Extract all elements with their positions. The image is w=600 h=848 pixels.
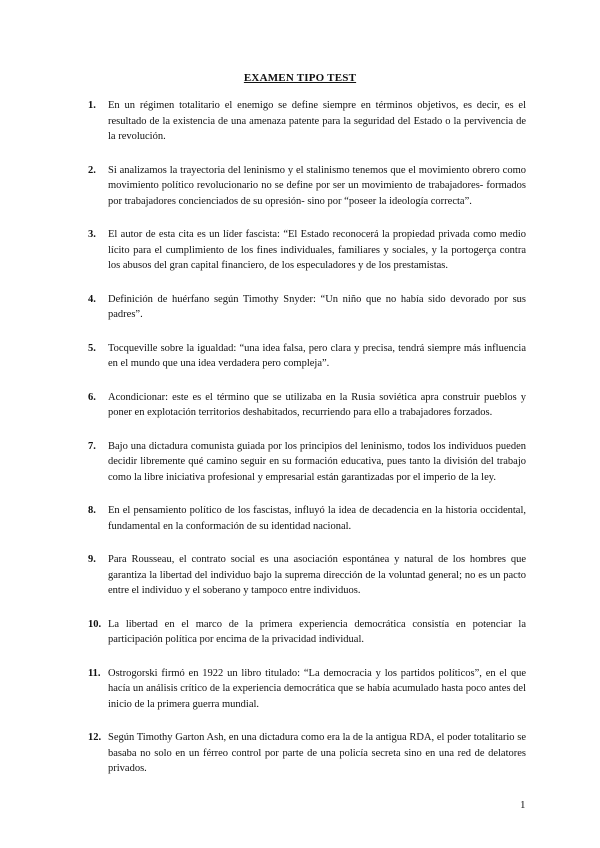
- question-number: 8.: [88, 505, 96, 516]
- question-number: 3.: [88, 229, 96, 240]
- question-number: 7.: [88, 440, 96, 452]
- question-item: [88, 292, 526, 323]
- question-item: [88, 341, 526, 372]
- question-item: [88, 98, 526, 145]
- question-number: 9.: [88, 554, 96, 565]
- question-number: 2.: [88, 164, 96, 176]
- page-title: EXAMEN TIPO TEST: [243, 72, 357, 84]
- question-item: [88, 163, 526, 210]
- question-text: Para Rousseau, el contrato social es una asociación espontánea y natural de los hombres que garantiza la libertad del individuo bajo la suprema dirección de la voluntad general; no es un pacto entre el individuo y el soberano y tampoco entre individuos.: [108, 554, 526, 596]
- question-item: [88, 503, 526, 534]
- question-number: 6.: [88, 391, 96, 403]
- question-text: Según Timothy Garton Ash, en una dictadura como era la de la antigua RDA, el poder totalitario se basaba no solo en un férreo control por parte de una policía secreta sino en una red de delatores privados.: [108, 732, 526, 774]
- question-item: [88, 730, 526, 777]
- question-text: Si analizamos la trayectoria del leninismo y el stalinismo tenemos que el movimiento obrero como movimiento político revolucionario no se define por ser un movimiento de trabajadores- formados por trabajadores concienciados de su opresión- sino por “poseer la ideología correcta”.: [108, 164, 526, 207]
- question-list: [88, 98, 526, 795]
- question-text: En un régimen totalitario el enemigo se define siempre en términos objetivos, es decir, es el resultado de la existencia de una amenaza patente para la seguridad del Estado o la pervivencia de la revolución.: [108, 100, 526, 142]
- question-number: 1.: [88, 100, 96, 111]
- question-text: Definición de huérfano según Timothy Snyder: “Un niño que no había sido devorado por sus padres”.: [108, 293, 526, 320]
- question-number: 4.: [88, 293, 96, 305]
- question-text: Acondicionar: este es el término que se utilizaba en la Rusia soviética apra construir pueblos y poner en explotación territorios deshabitados, recurriendo para ello a trabajadores forzados.: [108, 391, 526, 418]
- page-number: 1: [520, 799, 526, 811]
- question-item: [88, 666, 526, 713]
- question-text: La libertad en el marco de la primera experiencia democrática consistía en potenciar la participación política por encima de la privacidad individual.: [108, 618, 526, 645]
- question-item: [88, 552, 526, 599]
- question-text: Bajo una dictadura comunista guiada por los principios del leninismo, todos los individuos pueden decidir libremente qué camino seguir en su formación educativa, pues tanto la división del trabajo como la libre iniciativa profesional y empresarial están garantizadas por el imperio de la ley.: [108, 440, 526, 483]
- question-text: El autor de esta cita es un líder fascista: “El Estado reconocerá la propiedad privada como medio lícito para el cumplimiento de los fines individuales, familiares y sociales, y la portogerça contra los abusos del gran capital financiero, de los especuladores y de los prestamistas.: [108, 229, 526, 271]
- question-item: [88, 227, 526, 274]
- question-item: [88, 390, 526, 421]
- question-number: 12.: [88, 732, 102, 743]
- question-item: [88, 439, 526, 486]
- question-number: 10.: [88, 618, 102, 630]
- question-number: 5.: [88, 342, 96, 354]
- question-text: Tocqueville sobre la igualdad: “una idea falsa, pero clara y precisa, tendrá siempre más influencia en el mundo que una idea verdadera pero compleja”.: [108, 342, 526, 369]
- question-item: [88, 617, 526, 648]
- question-text: Ostrogorski firmó en 1922 un libro titulado: “La democracia y los partidos políticos”, en el que hacía un análisis crítico de la experiencia democrática que se había acumulado hasta poco antes del inicio de la primera guerra mundial.: [108, 667, 526, 710]
- question-number: 11.: [88, 667, 101, 679]
- question-text: En el pensamiento político de los fascistas, influyó la idea de decadencia en la historia occidental, fundamental en la conformación de su identidad nacional.: [108, 505, 526, 532]
